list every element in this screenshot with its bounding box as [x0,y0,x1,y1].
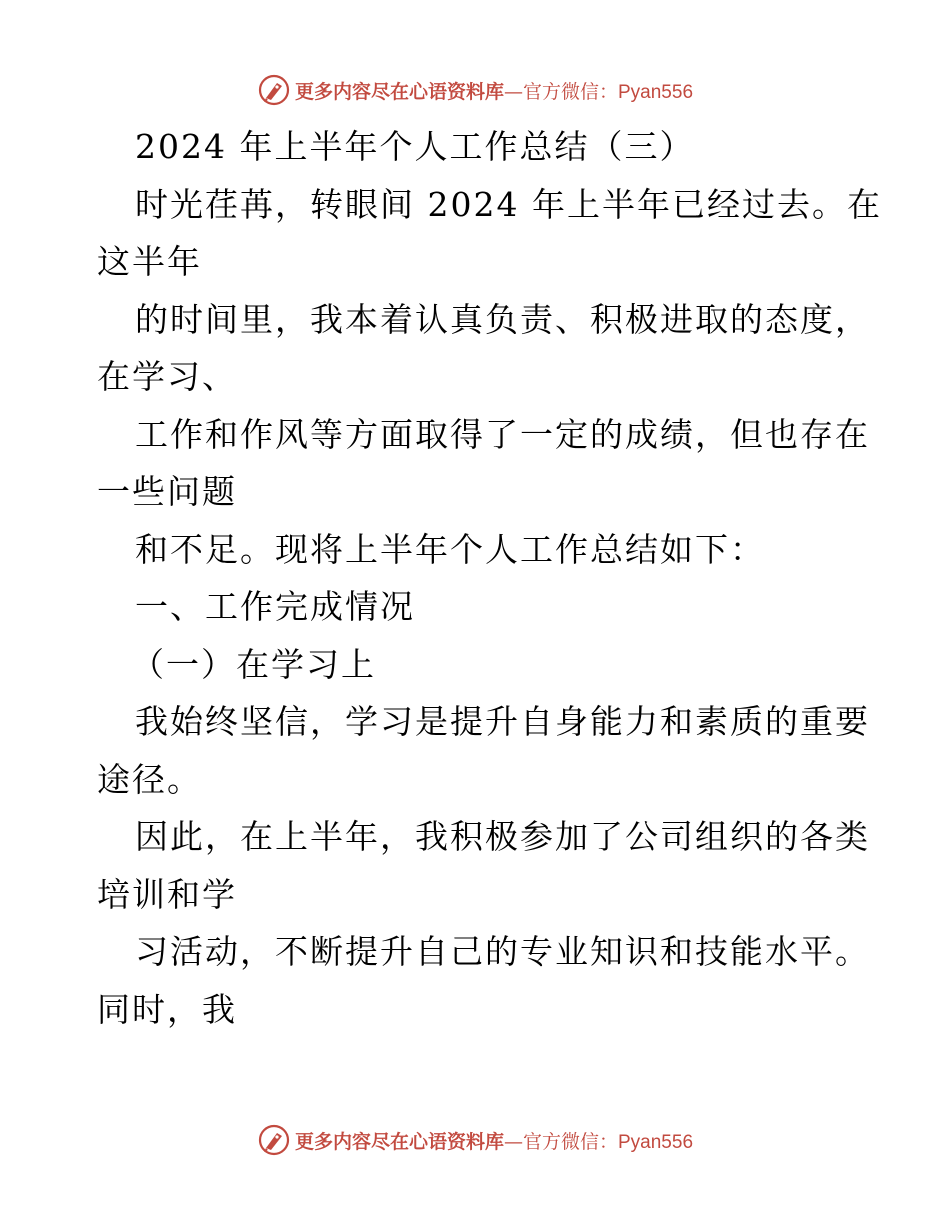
header-watermark [0,70,950,110]
subsection-heading: （一）在学习上 [131,644,376,684]
body-line: 的时间里，我本着认真负责、积极进取的态度， [135,299,870,339]
watermark-dash: — [503,80,523,103]
body-line: 这半年 [97,242,202,281]
watermark-wechat-id: Pyan556 [618,1131,694,1153]
body-line: 培训和学 [97,874,237,914]
watermark-brand: 更多内容尽在心语资料库 [294,1130,504,1153]
pen-nib-circle-icon [257,1123,291,1157]
document-title: 2024 年上半年个人工作总结（三） [135,127,695,166]
section-heading: 一、工作完成情况 [135,587,415,626]
watermark-official-label: 官方微信： [522,1130,618,1153]
body-line: 习活动，不断提升自己的专业知识和技能水平。 [135,932,870,971]
body-line: 途径。 [97,759,202,799]
watermark-wechat-id: Pyan556 [618,81,694,103]
body-line: 一些问题 [97,472,237,511]
pen-nib-circle-icon [257,73,291,107]
body-line: 同时，我 [97,989,237,1029]
watermark-brand: 更多内容尽在心语资料库 [294,80,504,103]
body-line: 时光荏苒，转眼间 2024 年上半年已经过去。在 [135,184,882,224]
body-line: 因此，在上半年，我积极参加了公司组织的各类 [135,817,870,856]
document-body [97,118,882,1038]
body-line: 我始终坚信，学习是提升自身能力和素质的重要 [135,702,870,741]
watermark-official-label: 官方微信： [522,80,618,103]
body-line: 工作和作风等方面取得了一定的成绩，但也存在 [135,414,870,454]
body-line: 在学习、 [97,357,237,396]
watermark-dash: — [503,1130,523,1153]
footer-watermark [0,1120,950,1160]
body-line: 和不足。现将上半年个人工作总结如下： [135,529,765,569]
